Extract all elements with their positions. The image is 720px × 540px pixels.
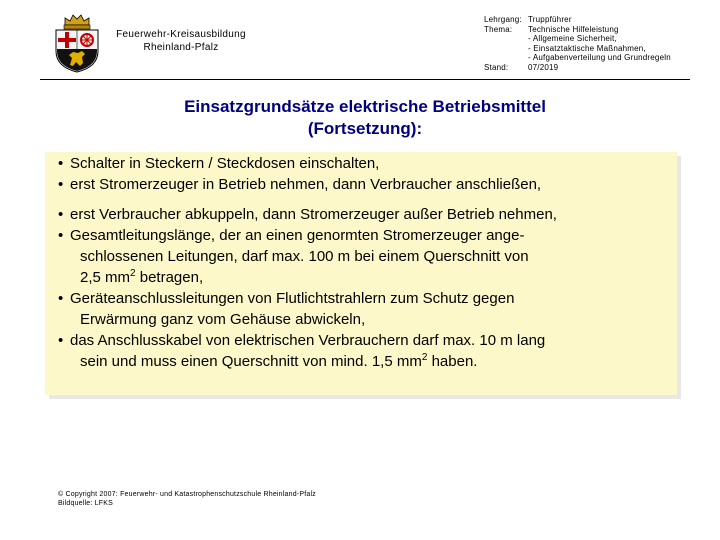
title-line-2: (Fortsetzung): [307, 119, 423, 138]
bullet-text-cont: Erwärmung ganz vom Gehäuse abwickeln, [80, 311, 366, 328]
bullet-item [58, 225, 678, 288]
bullet-item [58, 174, 678, 195]
title-line-1: Einsatzgrundsätze elektrische Betriebsmittel [184, 97, 546, 116]
bullet-item [58, 288, 678, 330]
course-value: Truppführer [528, 15, 572, 24]
bullet-text-cont: schlossenen Leitungen, darf max. 100 m bei einem Querschnitt von [80, 248, 529, 265]
superscript: 2 [421, 352, 428, 363]
image-source-text: Bildquelle: LFKS [58, 500, 113, 507]
topic-value: Technische Hilfeleistung [528, 24, 619, 34]
header-divider [40, 79, 690, 80]
bullet-item [58, 330, 678, 372]
coat-of-arms-icon [52, 13, 102, 73]
bullet-text: • Gesamtleitungslänge, der an einen genormten Stromerzeuger ange- [70, 227, 525, 244]
bullet-text: erst Stromerzeuger in Betrieb nehmen, dann Verbraucher anschließen, [70, 176, 542, 193]
bullet-text-part: sein und muss einen Querschnitt von mind. 1,5 mm [80, 353, 422, 370]
status-label: Stand: [484, 62, 509, 72]
bullet-text-part: betragen, [135, 269, 204, 286]
topic-sub-2: - Einsatztaktische Maßnahmen, [528, 43, 646, 53]
bullet-text: • Geräteanschlussleitungen von Flutlichtstrahlern zum Schutz gegen [70, 290, 515, 307]
bullet-item [58, 204, 678, 225]
topic-sub-1: - Allgemeine Sicherheit, [528, 34, 617, 44]
bullet-text-part: haben. [427, 353, 478, 370]
bullet-text-cont [70, 351, 678, 372]
bullet-text-part: 2,5 mm [80, 269, 131, 286]
org-line-1: Feuerwehr-Kreisausbildung [116, 29, 246, 40]
topic-sub-3: - Aufgabenverteilung und Grundregeln [528, 53, 671, 63]
bullet-text: Schalter in Steckern / Steckdosen einschalten, [70, 155, 380, 172]
copyright-text: © Copyright 2007: Feuerwehr- und Katastrophenschutzschule Rheinland-Pfalz [58, 491, 316, 498]
bullet-list [58, 153, 678, 372]
org-line-2: Rheinland-Pfalz [143, 42, 219, 53]
organization-name [100, 28, 262, 54]
bullet-text-cont [70, 267, 678, 288]
topic-label: Thema: [484, 24, 513, 34]
slide-title [40, 96, 690, 140]
superscript: 2 [130, 268, 136, 279]
course-label: Lehrgang: [484, 15, 522, 24]
bullet-item [58, 153, 678, 174]
status-value: 07/2019 [528, 62, 559, 72]
course-metadata [484, 15, 671, 73]
bullet-text: erst Verbraucher abkuppeln, dann Stromerzeuger außer Betrieb nehmen, [70, 206, 557, 223]
bullet-text: • das Anschlusskabel von elektrischen Verbrauchern darf max. 10 m lang [70, 332, 546, 349]
bullet-gap [58, 195, 678, 204]
footer [58, 490, 316, 508]
